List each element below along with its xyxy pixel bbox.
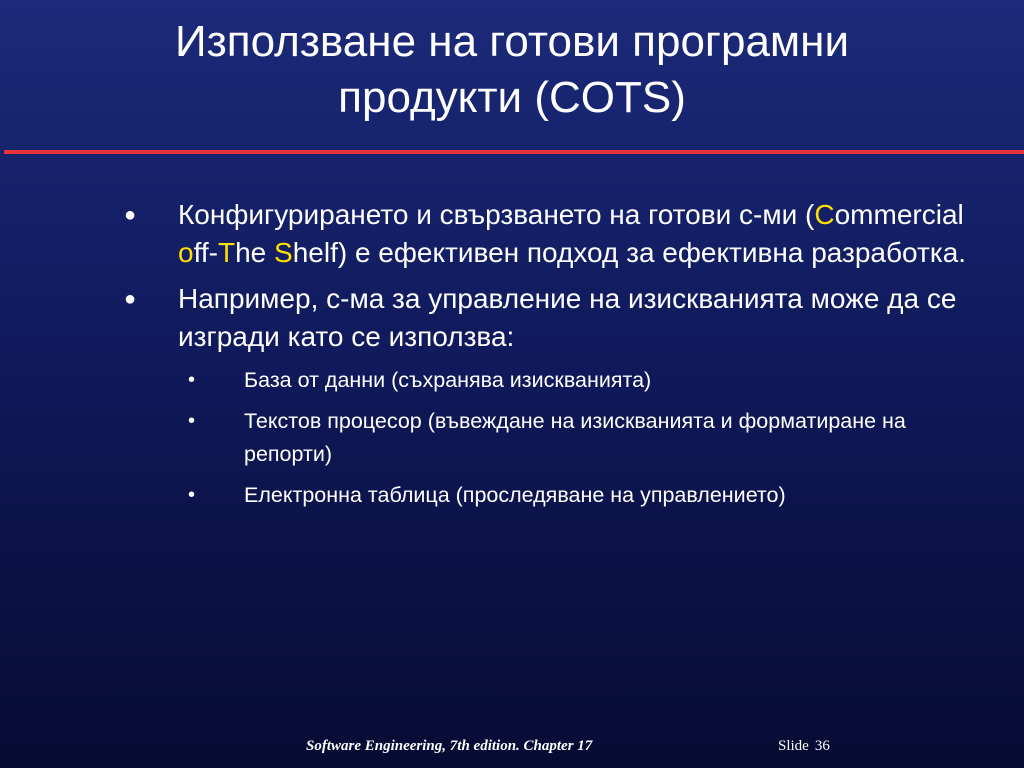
sub-bullet-dot-icon: • <box>188 484 196 506</box>
highlight-letter: C <box>814 199 835 230</box>
sub-bullet-dot-icon: • <box>188 369 196 391</box>
sub-bullet-text-1: База от данни (съхранява изискванията) <box>244 368 652 392</box>
bullet-dot-icon: ● <box>124 288 137 310</box>
slide-number <box>778 738 836 755</box>
bullet-text-1: Конфигурирането и свързването на готови с-ми (Commercial off-The Shelf) е ефективен подход за ефективна разработка. <box>178 199 967 268</box>
sub-bullet-item-2 <box>0 405 984 471</box>
slide-number-value: 36 <box>814 738 830 754</box>
slide-title <box>0 14 1024 126</box>
highlight-letter: T <box>217 237 236 268</box>
slide-label: Slide <box>778 738 809 754</box>
title-line-2: продукти (COTS) <box>338 73 686 122</box>
bullet-text-2: Например, с-ма за управление на изискванията може да се изгради като се използва: <box>178 283 957 352</box>
sub-bullet-text-2: Текстов процесор (въвеждане на изискванията и форматиране на репорти) <box>244 409 906 466</box>
bullet-item-1 <box>0 196 978 272</box>
sub-bullet-text-3: Електронна таблица (проследяване на управлението) <box>244 483 786 507</box>
sub-bullet-item-1 <box>0 364 984 397</box>
sub-bullet-item-3 <box>0 479 984 512</box>
bullet-item-2 <box>0 280 978 356</box>
highlight-letter: S <box>274 237 293 268</box>
title-line-1: Използване на готови програмни <box>174 17 850 66</box>
footer-text: Software Engineering, 7th edition. Chapter 17 <box>306 738 593 754</box>
highlight-letter: o <box>178 237 194 268</box>
bullet-list <box>0 196 1024 520</box>
title-divider <box>4 150 1024 154</box>
sub-bullet-dot-icon: • <box>188 410 196 432</box>
bullet-dot-icon: ● <box>124 204 137 226</box>
